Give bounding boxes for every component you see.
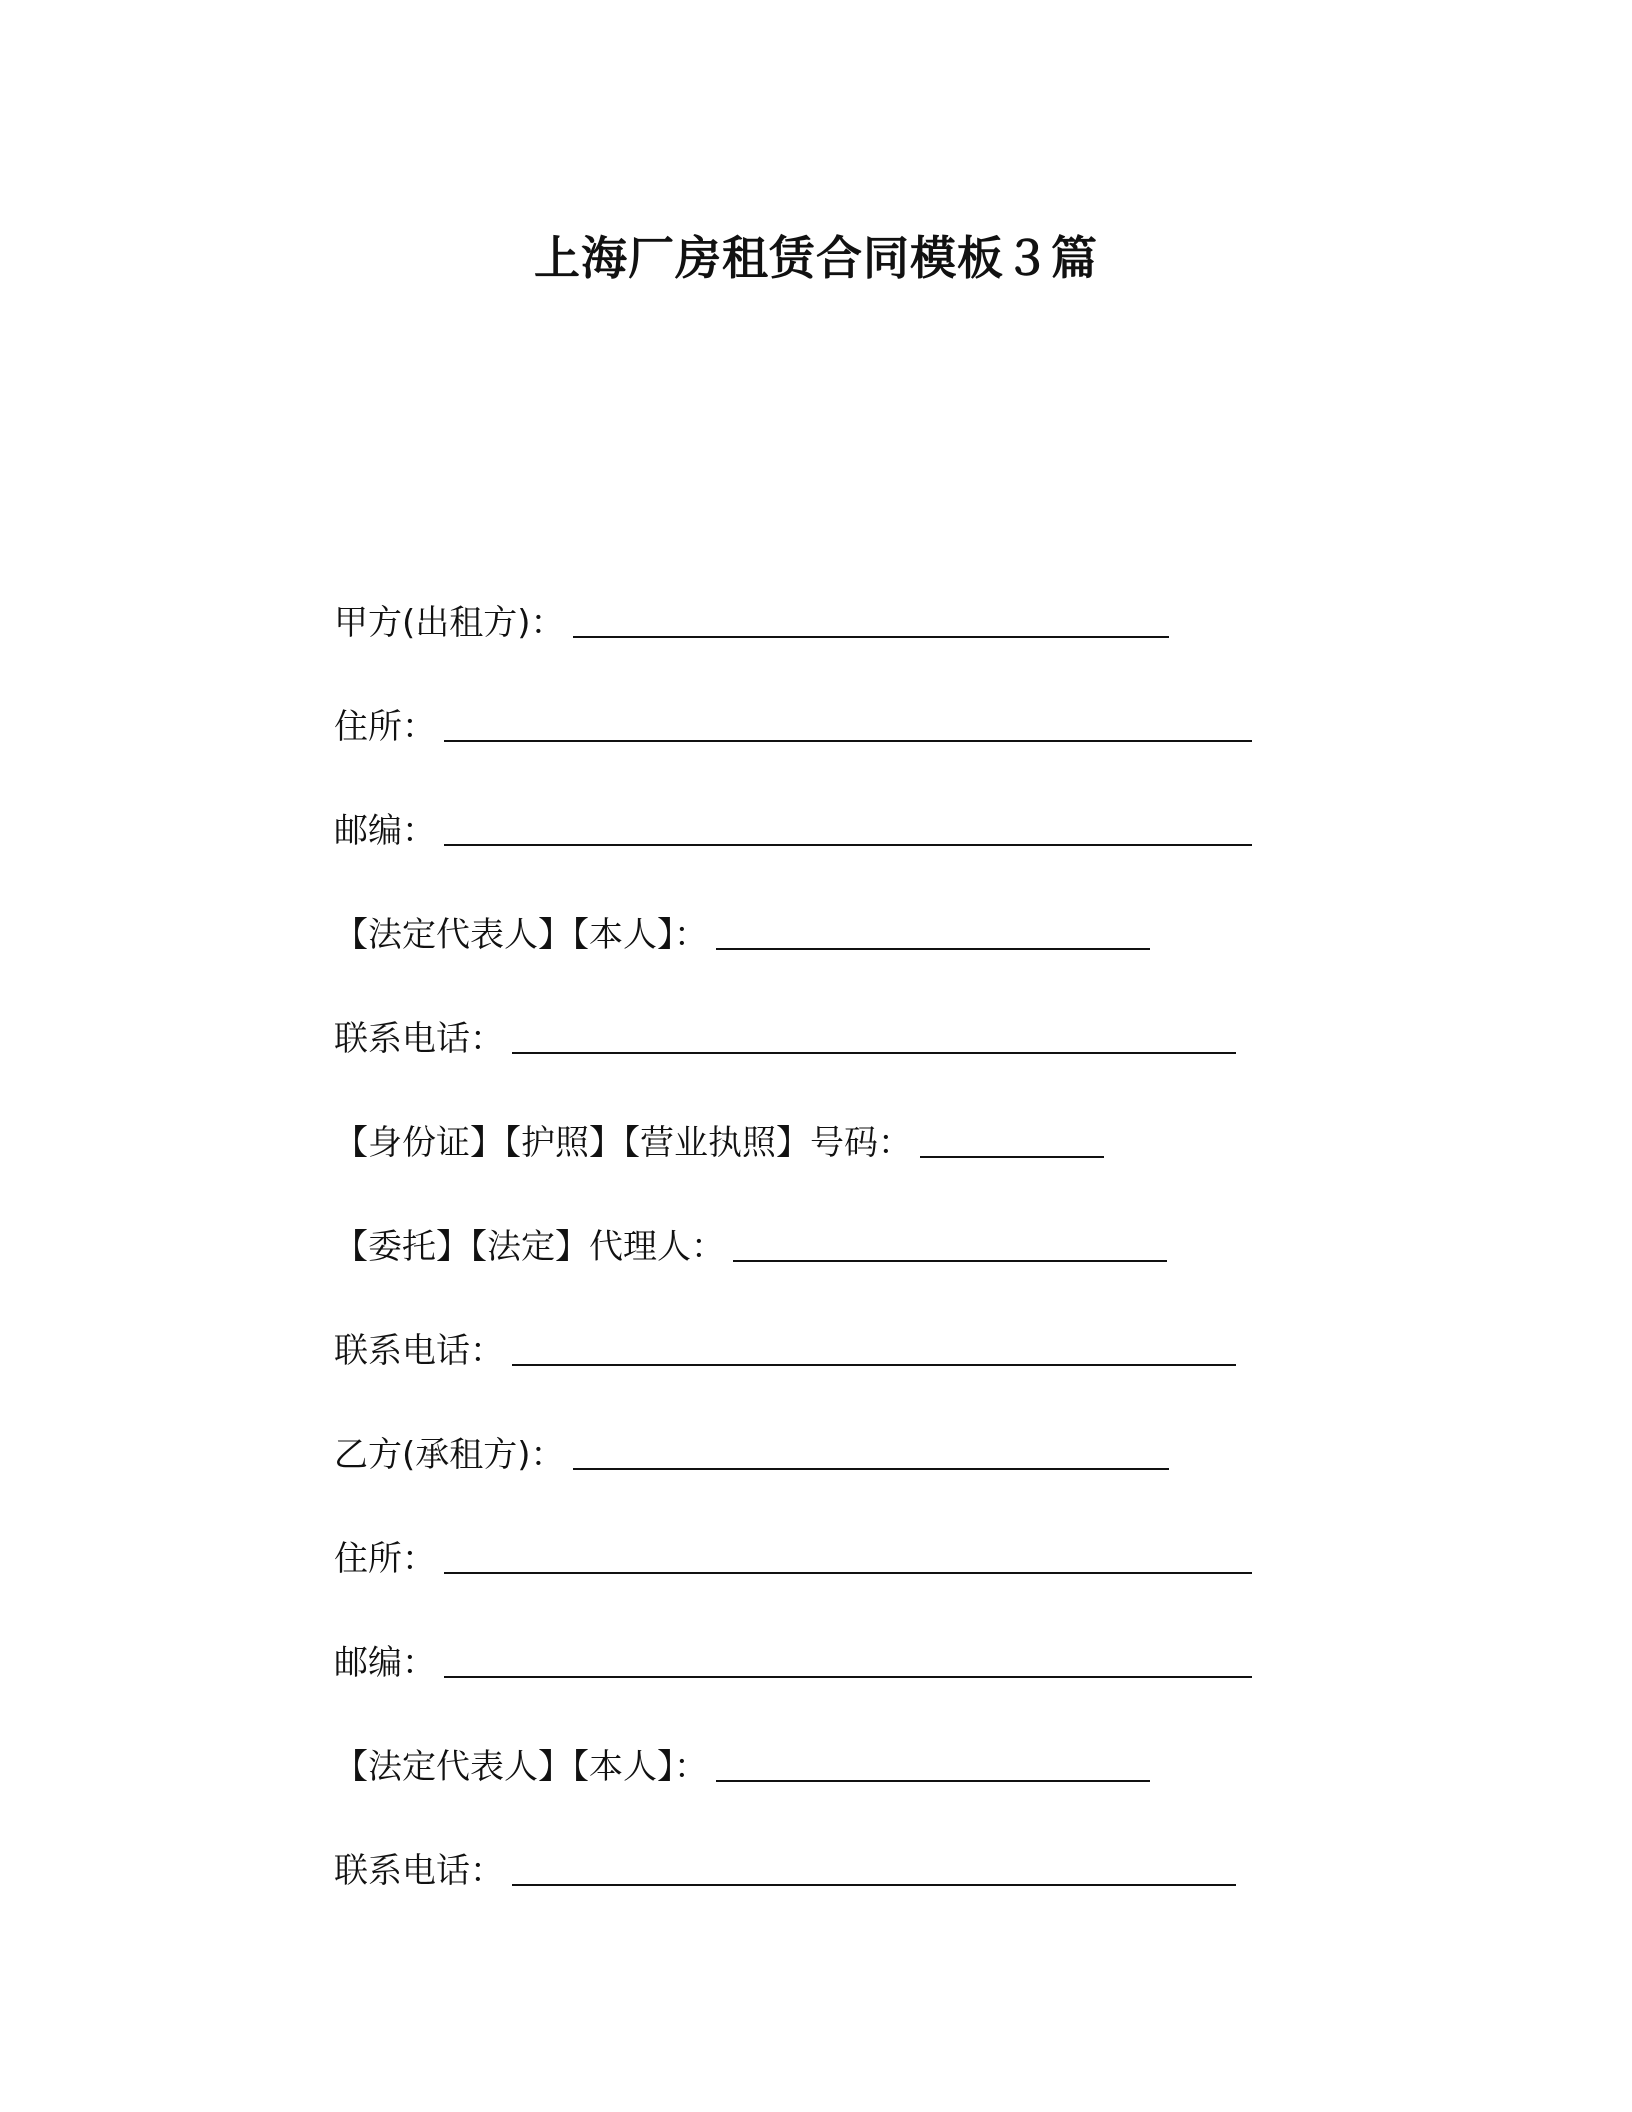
field-lessor-phone: [334, 1012, 1334, 1116]
fill-in-blank[interactable]: [512, 1844, 1236, 1886]
field-lessor-agent-phone: [334, 1324, 1334, 1428]
field-label: 【委托】【法定】代理人：: [334, 1227, 725, 1267]
field-label: 住所：: [334, 1539, 436, 1579]
fill-in-blank[interactable]: [512, 1324, 1236, 1366]
field-lessor-postcode: [334, 804, 1334, 908]
field-label: 联系电话：: [334, 1331, 504, 1371]
field-label: 【法定代表人】【本人】：: [334, 915, 708, 955]
fill-in-blank[interactable]: [444, 1532, 1252, 1574]
field-lessee-postcode: [334, 1636, 1334, 1740]
field-lessor-legal-rep: [334, 908, 1334, 1012]
field-label: 甲方(出租方)：: [334, 603, 565, 643]
field-label: 【法定代表人】【本人】：: [334, 1747, 708, 1787]
field-lessee-phone: [334, 1844, 1334, 1948]
party-info-form: [334, 596, 1334, 1948]
field-lessee-legal-rep: [334, 1740, 1334, 1844]
field-label: 联系电话：: [334, 1851, 504, 1891]
fill-in-blank[interactable]: [716, 908, 1150, 950]
document-title: 上海厂房租赁合同模板３篇: [534, 231, 1098, 285]
fill-in-blank[interactable]: [716, 1740, 1150, 1782]
field-label: 【身份证】【护照】【营业执照】号码：: [334, 1123, 912, 1163]
fill-in-blank[interactable]: [512, 1012, 1236, 1054]
fill-in-blank[interactable]: [733, 1220, 1167, 1262]
fill-in-blank[interactable]: [444, 1636, 1252, 1678]
field-lessor-name: [334, 596, 1334, 700]
fill-in-blank[interactable]: [573, 596, 1169, 638]
fill-in-blank[interactable]: [444, 804, 1252, 846]
field-lessee-name: [334, 1428, 1334, 1532]
fill-in-blank[interactable]: [920, 1116, 1104, 1158]
field-label: 邮编：: [334, 811, 436, 851]
field-lessor-address: [334, 700, 1334, 804]
field-lessor-id-number: [334, 1116, 1334, 1220]
field-label: 联系电话：: [334, 1019, 504, 1059]
fill-in-blank[interactable]: [573, 1428, 1169, 1470]
field-lessee-address: [334, 1532, 1334, 1636]
fill-in-blank[interactable]: [444, 700, 1252, 742]
field-label: 住所：: [334, 707, 436, 747]
field-lessor-agent: [334, 1220, 1334, 1324]
field-label: 乙方(承租方)：: [334, 1435, 565, 1475]
field-label: 邮编：: [334, 1643, 436, 1683]
